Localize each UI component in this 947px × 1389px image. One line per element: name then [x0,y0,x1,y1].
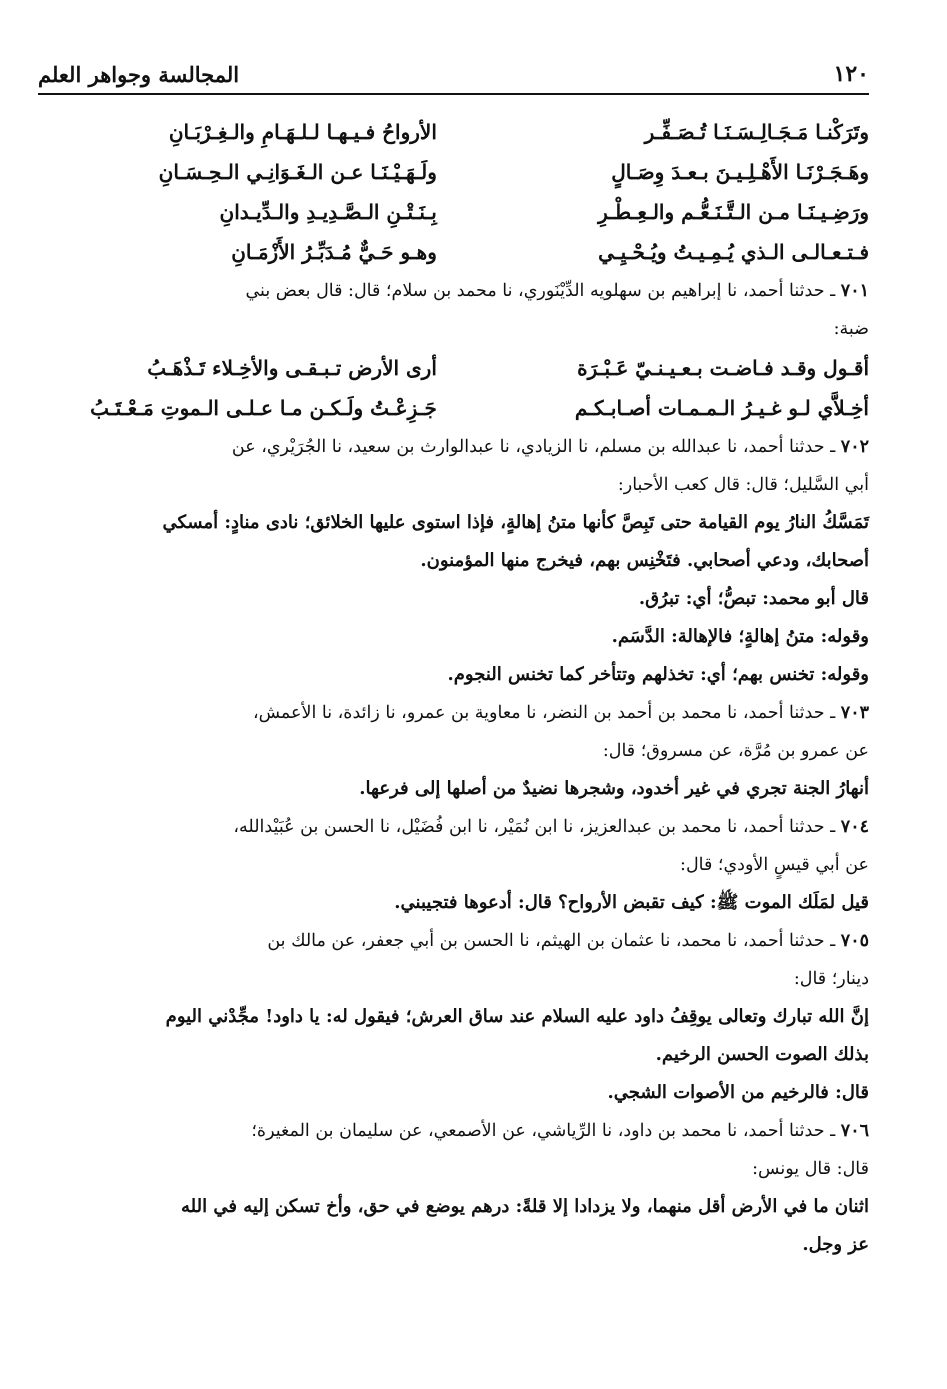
hadith-number: ٧٠٣ [840,703,869,723]
hadith-number: ٧٠٦ [840,1121,869,1141]
hadith-704-isnad [38,808,869,846]
page-number: ١٢٠ [833,61,869,87]
verse-second-hemistich: وهـو حَـيٌّ مُـدَبِّـرُ الأَزْمَـانِ [231,240,437,264]
verse-line [38,232,869,272]
poem-block [38,112,869,272]
verse-first-hemistich: وهَـجَـرْنَـا الأَهْـلِـيـنَ بـعـدَ وِصَـالٍ [611,160,869,184]
isnad-continuation: عن عمرو بن مُرَّة، عن مسروق؛ قال: [602,741,869,761]
running-title: المجالسة وجواهر العلم [38,61,240,87]
commentary-line: قال أبو محمد: تبصُّ؛ أي: تبرُق. [638,588,869,609]
isnad-text: ـ حدثنا أحمد، نا محمد بن أحمد بن النضر، نا معاوية بن عمرو، نا زائدة، نا الأعمش، [252,703,841,723]
hadith-text: إنَّ الله تبارك وتعالى يوقِفُ داود عليه السلام عند ساق العرش؛ فيقول له: يا داود! مجِّدْني اليوم [165,1006,869,1027]
verse-first-hemistich: أقـول وقـد فـاضـت بـعـيـنـيّ عَـبْـرَة [577,356,869,380]
verse-line [38,192,869,232]
isnad-text: ـ حدثنا أحمد، نا إبراهيم بن سهلويه الدِّيْنَوري، نا محمد بن سلام؛ قال: قال بعض بني [245,281,841,301]
verse-second-hemistich: بِـنَـتْـنِ الـصَّـدِيـدِ والـدِّيـدانِ [219,200,437,224]
verse-first-hemistich: فـتـعـالـى الـذي يُـمِـيـتُ ويُـحْـيِـي [598,240,869,264]
hadith-number: ٧٠٤ [840,817,869,837]
verse-first-hemistich: ورَضِـيـنَـا مـن الـتَّـنَـعُّـم والـعِـطْـرِ [598,200,869,224]
hadith-701-isnad [38,272,869,310]
verse-line [38,348,869,388]
hadith-number: ٧٠٢ [840,437,869,457]
hadith-number: ٧٠٥ [840,931,869,951]
verse-second-hemistich: جَـزِعْـتُ ولَـكـن مـا عـلـى الـموتِ مَـعْـتَـبُ [90,396,437,420]
isnad-text: ـ حدثنا أحمد، نا محمد بن داود، نا الرِّياشي، عن الأصمعي، عن سليمان بن المغيرة؛ [251,1121,841,1141]
page-body [38,112,869,1264]
verse-line [38,112,869,152]
isnad-continuation: ضبة: [833,319,869,339]
isnad-text: ـ حدثنا أحمد، نا محمد بن عبدالعزيز، نا ابن نُمَيْر، نا ابن فُضَيْل، نا الحسن بن عُبَيْدالله، [233,817,841,837]
hadith-text: أنهارُ الجنة تجري في غير أخدود، وشجرها نضيدٌ من أصلها إلى فرعها. [359,778,869,799]
isnad-continuation: دينار؛ قال: [793,969,869,989]
verse-second-hemistich: أرى الأرض تـبـقـى والأخِـلاء تَـذْهَـبُ [147,356,437,380]
isnad-continuation: قال: قال يونس: [752,1159,869,1179]
verse-second-hemistich: ولَـهَـيْـنَـا عـن الـغَـوَانِـي الـحِـسَـانِ [158,160,437,184]
hadith-705-isnad [38,922,869,960]
commentary-line: قال: فالرخيم من الأصوات الشجي. [607,1082,869,1103]
hadith-text: اثنان ما في الأرض أقل منهما، ولا يزدادا إلا قلةً: درهم يوضع في حق، وأخ تسكن إليه في الله [181,1196,869,1217]
hadith-text: أصحابك، ودعي أصحابي. فتَخْنِس بهم، فيخرج منها المؤمنون. [420,550,869,571]
hadith-text: تَمَسَّكُ النارُ يوم القيامة حتى تَبِصَّ كأنها متنُ إهالةٍ، فإذا استوى عليها الخلائق؛ نادى منادٍ: أمسكي [162,512,869,533]
hadith-702-isnad [38,428,869,466]
hadith-text: بذلك الصوت الحسن الرخيم. [655,1044,869,1065]
verse-second-hemistich: الأرواحُ فـيـهـا لـلـهَـامِ والـغِـرْبَـانِ [168,120,437,144]
commentary-line: وقوله: متنُ إهالةٍ؛ فالإهالة: الدَّسَم. [611,626,869,647]
verse-first-hemistich: وتَرَكْنـا مَـجَـالِـسَـنَـا تُـصَـفِّـر [644,120,869,144]
hadith-706-isnad [38,1112,869,1150]
isnad-continuation: عن أبي قيسٍ الأودي؛ قال: [680,855,869,875]
isnad-text: ـ حدثنا أحمد، نا عبدالله بن مسلم، نا الزيادي، نا عبدالوارث بن سعيد، نا الجُرَيْري، عن [231,437,841,457]
verse-line [38,152,869,192]
isnad-continuation: أبي السَّليل؛ قال: قال كعب الأحبار: [617,475,869,495]
hadith-703-isnad [38,694,869,732]
poem-block [38,348,869,428]
verse-first-hemistich: أخِـلاَّي لـو غـيـرُ الـمـمـات أصـابـكـم [574,396,869,420]
hadith-text: عز وجل. [802,1234,869,1255]
hadith-number: ٧٠١ [840,281,869,301]
hadith-text: قيل لمَلَك الموت ﷺ: كيف تقبض الأرواح؟ قال: أدعوها فتجيبني. [394,892,869,913]
page-header [38,55,869,95]
verse-line [38,388,869,428]
isnad-text: ـ حدثنا أحمد، نا محمد، نا عثمان بن الهيثم، نا الحسن بن أبي جعفر، عن مالك بن [267,931,841,951]
commentary-line: وقوله: تخنس بهم؛ أي: تخذلهم وتتأخر كما تخنس النجوم. [447,664,869,685]
